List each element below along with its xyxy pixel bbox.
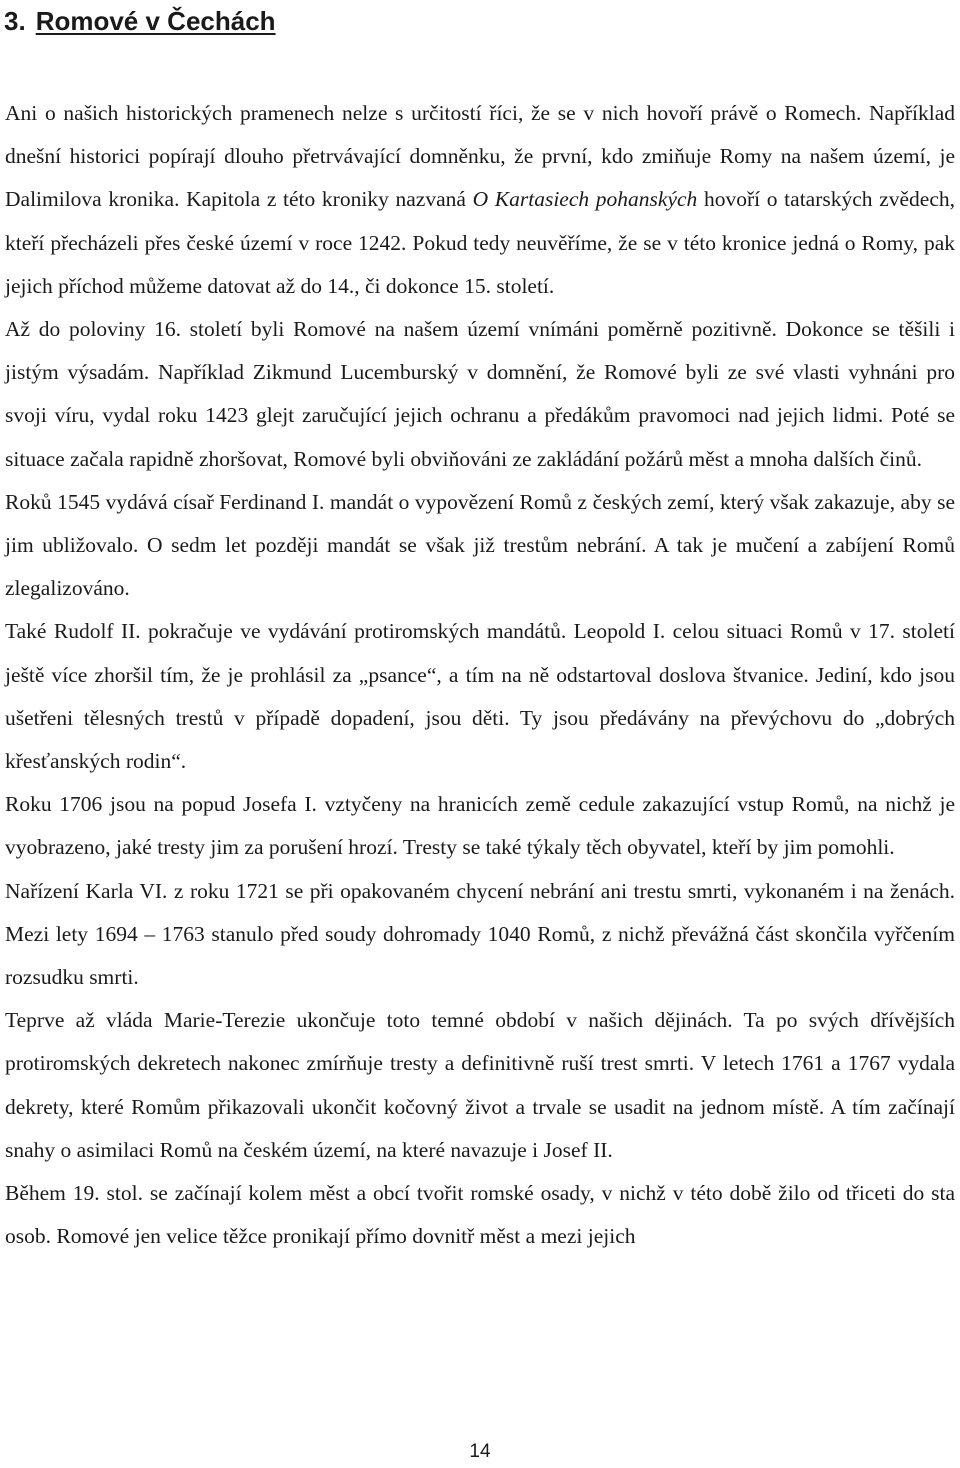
paragraph-19th-century: Během 19. stol. se začínají kolem měst a obcí tvořit romské osady, v nichž v této době žilo od třiceti do sta osob. Romové jen velice těžce pronikají přímo dovnitř měst a mezi jejich xyxy=(5,1181,955,1249)
section-title: Romové v Čechách xyxy=(35,6,276,36)
paragraph-karel-vi: Nařízení Karla VI. z roku 1721 se při opakovaném chycení nebrání ani trestu smrti, vykonaném i na ženách. Mezi lety 1694 – 1763 stanulo před soudy dohromady 1040 Romů, z nichž převážná část skončila vyřčením rozsudku smrti. xyxy=(5,878,955,990)
paragraph-josef-i: Roku 1706 jsou na popud Josefa I. vztyčeny na hranicích země cedule zakazující vstup Romů, na nichž je vyobrazeno, jaké tresty jim za porušení hrozí. Tresty se také týkaly těch obyvatel, kteří by jim pomohli. xyxy=(5,792,955,860)
paragraph-text: hovoří o tatarských zvědech, kteří přecházeli přes české území v roce 1242. Pokud tedy neuvěříme, že se v této kronice jedná o Romy, pak jejich příchod můžeme datovat až do 14., či dokonce 15. století. xyxy=(5,187,955,298)
paragraph-16th-century: Až do poloviny 16. století byli Romové na našem území vnímáni poměrně pozitivně. Dokonce se těšili i jistým výsadám. Například Zikmund Lucemburský v domnění, že Romové byli ze své vlasti vyhnáni pro svoji víru, vydal roku 1423 glejt zaručující jejich ochranu a předákům pravomoci nad jejich lidmi. Poté se situace začala rapidně zhoršovat, Romové byli obviňováni ze zakládání požárů měst a mnoha dalších činů. xyxy=(5,317,955,471)
paragraph-sources xyxy=(5,92,955,308)
paragraph-ferdinand: Roků 1545 vydává císař Ferdinand I. mandát o vypovězení Romů z českých zemí, který však zakazuje, aby se jim ubližovalo. O sedm let později mandát se však již trestům nebrání. A tak je mučení a zabíjení Romů zlegalizováno. xyxy=(5,489,955,601)
paragraph-marie-terezie: Teprve až vláda Marie-Terezie ukončuje toto temné období v našich dějinách. Ta po svých dřívějších protiromských dekretech nakonec zmírňuje tresty a definitivně ruší trest smrti. V letech 1761 a 1767 vydala dekrety, které Romům přikazovali ukončit kočovný život a trvale se usadit na jednom místě. A tím začínají snahy o asimilaci Romů na českém území, na které navazuje i Josef II. xyxy=(5,1008,955,1162)
section-heading xyxy=(4,4,276,38)
body-text xyxy=(5,92,955,1258)
chronicle-chapter-title: O Kartasiech pohanských xyxy=(472,187,698,212)
paragraph-text: Ani o našich historických pramenech nelze s určitostí říci, že se v nich hovoří právě o Romech. Například dnešní historici popírají dlouho přetrvávající domněnku, že první, kdo zmiňuje Romy na našem území, je Dalimilova kronika. Kapitola z této kroniky nazvaná xyxy=(5,101,955,212)
page-number: 14 xyxy=(469,1441,491,1462)
section-number: 3. xyxy=(4,6,26,36)
paragraph-rudolf-leopold: Také Rudolf II. pokračuje ve vydávání protiromských mandátů. Leopold I. celou situaci Romů v 17. století ještě více zhoršil tím, že je prohlásil za „psance“, a tím na ně odstartoval doslova štvanice. Jediní, kdo jsou ušetřeni tělesných trestů v případě dopadení, jsou děti. Ty jsou předávány na převýchovu do „dobrých křesťanských rodin“. xyxy=(5,619,955,774)
